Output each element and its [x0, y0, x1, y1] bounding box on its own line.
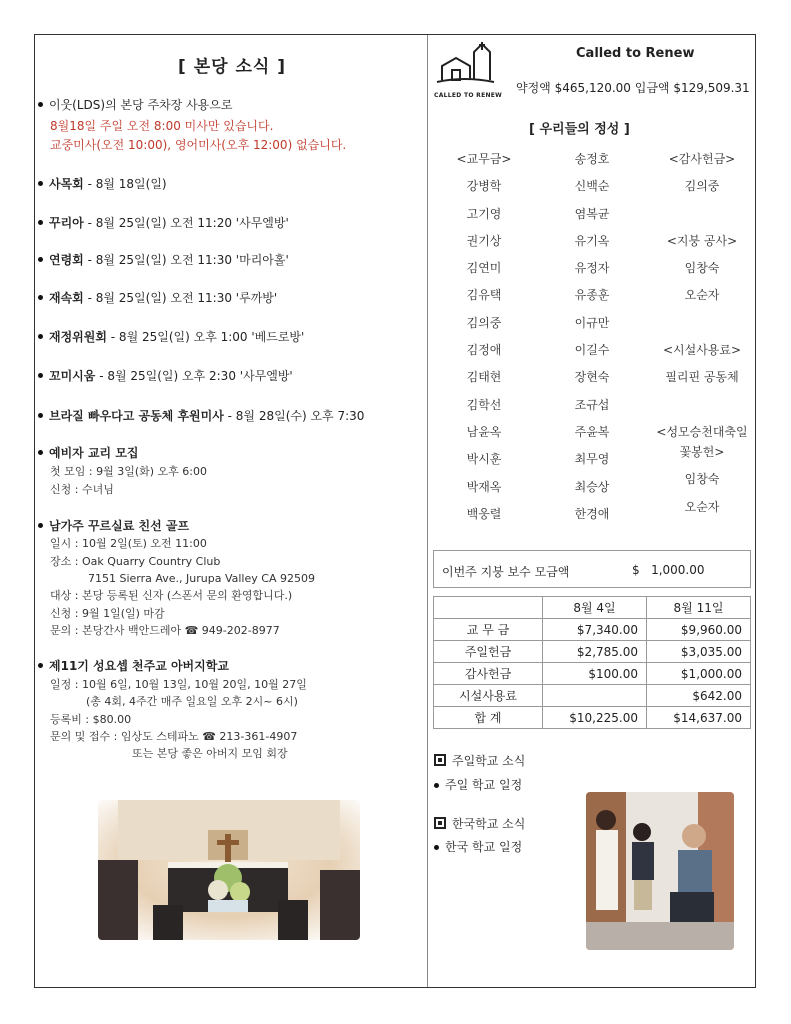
parking-line-2: 8월18일 주일 오전 8:00 미사만 있습니다.: [50, 119, 274, 133]
fathers-school-heading: 제11기 성요셉 천주교 아버지학교: [38, 657, 229, 675]
event-item: 꾸리아 - 8월 25일(일) 오전 11:20 '사무엘방': [38, 214, 289, 232]
donor-name: 유기옥: [574, 233, 610, 248]
table-row: 주일헌금 $2,785.00 $3,035.00: [434, 641, 751, 663]
square-bullet-icon: [434, 817, 446, 829]
donor-name: 장현숙: [574, 370, 610, 385]
event-item: 사목회 - 8월 18일(일): [38, 175, 167, 193]
campaign-amounts: 약정액 $465,120.00 입금액 $129,509.31: [516, 81, 750, 95]
roof-repair-box: [433, 550, 751, 588]
table-header: 8월 4일: [543, 597, 647, 619]
fathers-line: 문의 및 접수 : 임상도 스테파노 ☎ 213-361-4907: [50, 730, 298, 743]
fathers-line: 일정 : 10월 6일, 10월 13일, 10월 20일, 10월 27일: [50, 678, 307, 691]
bullet-icon: [38, 257, 43, 262]
school-photo: [586, 792, 734, 950]
donor-category: <감사헌금>: [668, 152, 736, 166]
donor-column-3: [646, 146, 758, 521]
donor-name: 조규섭: [574, 397, 610, 412]
bullet-icon: [434, 845, 439, 850]
bullet-icon: [38, 220, 43, 225]
donor-name: 김의중: [466, 315, 502, 330]
bullet-icon: [38, 373, 43, 378]
bullet-icon: [38, 102, 43, 107]
event-item: 꼬미시움 - 8월 25일(일) 오후 2:30 '사무엘방': [38, 367, 293, 385]
fathers-line: (총 4회, 4주간 매주 일요일 오후 2시~ 6시): [86, 695, 298, 708]
table-header-row: [434, 597, 751, 619]
sunday-school-item: 주일 학교 일정: [434, 776, 522, 793]
donor-name: 이규만: [574, 315, 610, 330]
table-header: [434, 597, 543, 619]
bullet-icon: [38, 413, 43, 418]
donor-name: 고기영: [466, 206, 502, 221]
golf-line: 일시 : 10월 2일(토) 오전 11:00: [50, 537, 207, 550]
parish-news-title: [ 본당 소식 ]: [178, 57, 286, 77]
square-bullet-icon: [434, 754, 446, 766]
donor-name: 김유택: [466, 288, 502, 303]
golf-line: 7151 Sierra Ave., Jurupa Valley CA 92509: [88, 572, 315, 585]
donor-name: 오순자: [684, 499, 720, 514]
golf-heading: 남가주 꾸르실료 친선 골프: [38, 517, 189, 535]
parking-line-3: 교중미사(오전 10:00), 영어미사(오후 12:00) 없습니다.: [50, 138, 347, 152]
donor-name: 김태현: [466, 370, 502, 385]
column-divider: [427, 35, 428, 987]
donor-name: 유종훈: [574, 288, 610, 303]
donor-name: 유정자: [574, 261, 610, 276]
event-item: 재정위원회 - 8월 25일(일) 오후 1:00 '베드로방': [38, 328, 304, 346]
donor-name: 최승상: [574, 479, 610, 494]
bullet-icon: [38, 663, 43, 668]
catechism-line: 신청 : 수녀님: [50, 483, 114, 496]
event-item: 재속회 - 8월 25일(일) 오전 11:30 '루까방': [38, 289, 277, 307]
table-row: 합 계 $10,225.00 $14,637.00: [434, 707, 751, 729]
donor-name: 염복균: [574, 206, 610, 221]
donor-name: 박재옥: [466, 479, 502, 494]
donor-column-1: [449, 146, 519, 528]
fathers-line: 또는 본당 좋은 아버지 모임 회장: [132, 747, 288, 760]
donor-category: <교무금>: [456, 152, 512, 166]
table-row: 시설사용료 $642.00: [434, 685, 751, 707]
table-row: 감사헌금 $100.00 $1,000.00: [434, 663, 751, 685]
bullet-icon: [38, 295, 43, 300]
logo-text: CALLED TO RENEW: [434, 92, 503, 99]
event-item: 연령회 - 8월 25일(일) 오전 11:30 '마리아홀': [38, 251, 289, 269]
donor-name: 박시훈: [466, 452, 502, 467]
donor-name: 김학선: [466, 397, 502, 412]
donor-name: 한경애: [574, 506, 610, 521]
catechism-heading: 예비자 교리 모집: [38, 444, 139, 462]
table-header: 8월 11일: [647, 597, 751, 619]
sunday-school-heading: 주일학교 소식: [434, 752, 525, 769]
campaign-title: Called to Renew: [576, 46, 695, 61]
donor-name: 임창숙: [684, 261, 720, 276]
campaign-logo: [434, 40, 502, 99]
donor-name: 오순자: [684, 288, 720, 303]
korean-school-heading: 한국학교 소식: [434, 815, 525, 832]
golf-line: 신청 : 9월 1일(일) 마감: [50, 607, 165, 620]
donor-column-2: [557, 146, 627, 528]
donor-name: 주윤복: [574, 424, 610, 439]
event-item: 브라질 빠우다고 공동체 후원미사 - 8월 28일(수) 오후 7:30: [38, 407, 364, 425]
donor-name: 권기상: [466, 233, 502, 248]
bullet-icon: [38, 334, 43, 339]
roof-repair-label: 이번주 지붕 보수 모금액: [442, 565, 570, 579]
donors-title: [ 우리들의 정성 ]: [529, 122, 630, 137]
fathers-line: 등록비 : $80.00: [50, 713, 132, 726]
bullet-icon: [38, 181, 43, 186]
donor-category: <시설사용료>: [662, 343, 742, 358]
donor-name: 남윤옥: [466, 424, 502, 439]
church-logo-icon: [434, 40, 496, 94]
donor-name: 김정애: [466, 343, 502, 358]
parking-notice: 이웃(LDS)의 본당 주차장 사용으로: [38, 96, 232, 114]
donor-name: 신백순: [574, 179, 610, 194]
golf-line: 문의 : 본당간사 백안드레아 ☎ 949-202-8977: [50, 624, 280, 637]
donor-name: 임창숙: [684, 472, 720, 487]
catechism-line: 첫 모임 : 9월 3일(화) 오후 6:00: [50, 465, 207, 478]
donor-name: 이길수: [574, 343, 610, 358]
donor-category: <지붕 공사>: [666, 233, 738, 248]
donor-name: 송정호: [574, 152, 610, 166]
korean-school-item: 한국 학교 일정: [434, 838, 522, 855]
altar-photo: [98, 800, 360, 940]
bullet-icon: [434, 783, 439, 788]
donor-name: 김연미: [466, 261, 502, 276]
golf-line: 장소 : Oak Quarry Country Club: [50, 555, 221, 568]
offering-table: [433, 596, 751, 729]
table-row: 교 무 금 $7,340.00 $9,960.00: [434, 619, 751, 641]
donor-name: 필리핀 공동체: [665, 370, 739, 385]
donor-name: 김의중: [684, 179, 720, 194]
bullet-icon: [38, 523, 43, 528]
donor-name: 강병학: [466, 179, 502, 194]
donor-category: 꽃봉헌>: [679, 445, 725, 460]
bullet-icon: [38, 450, 43, 455]
donor-name: 최무영: [574, 452, 610, 467]
roof-repair-amount: $ 1,000.00: [632, 563, 705, 577]
donor-category: <성모승천대축일: [656, 424, 748, 439]
donor-name: 백웅렬: [466, 506, 502, 521]
golf-line: 대상 : 본당 등록된 신자 (스폰서 문의 환영합니다.): [50, 589, 293, 602]
